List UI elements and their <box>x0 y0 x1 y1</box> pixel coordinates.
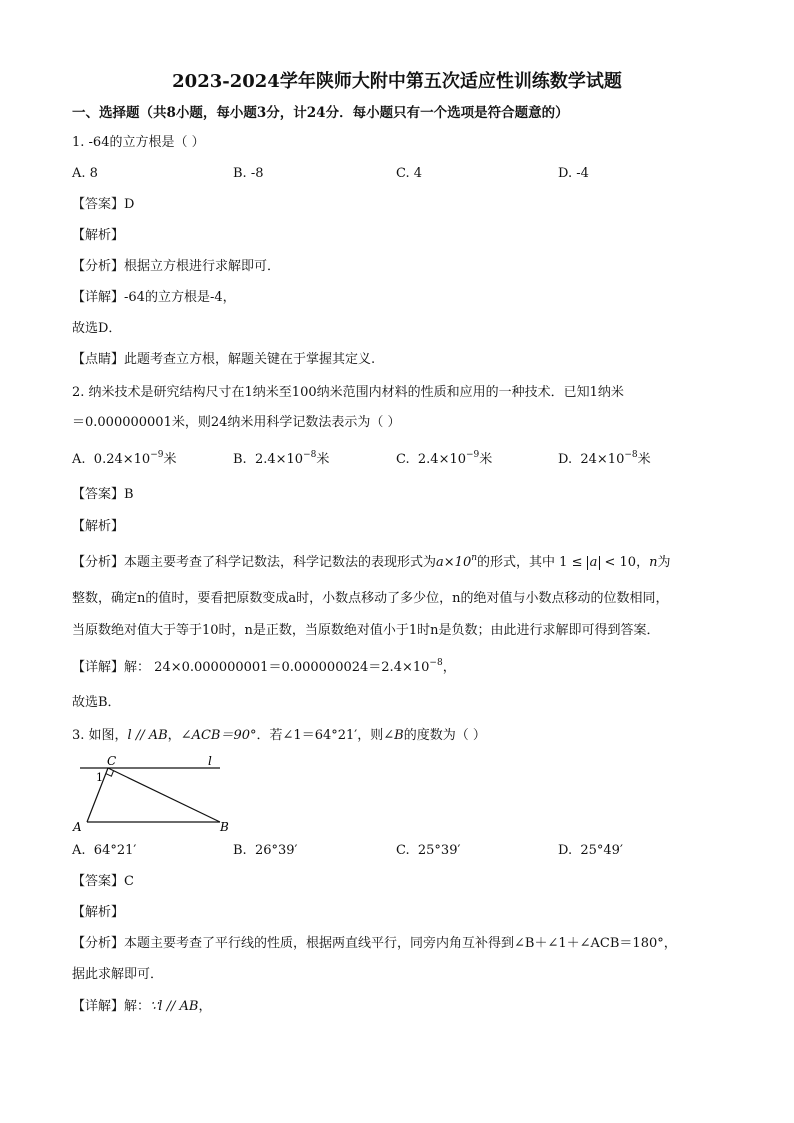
q3-option-c <box>396 842 460 860</box>
fenxi-text: ， <box>636 555 650 570</box>
stem-text: ．若 <box>256 728 283 743</box>
q2-jiexi-tag: 【解析】 <box>72 519 125 534</box>
formula-exponent: n <box>471 553 478 563</box>
q3-answer-line <box>72 873 134 891</box>
xiangjie-exponent: −8 <box>429 658 443 668</box>
q3-figure <box>70 752 240 834</box>
q1-jiexi-tag: 【解析】 <box>72 228 125 243</box>
q2-option-d <box>558 451 651 469</box>
option-math: 2.4×10 <box>417 452 466 467</box>
option-label: A. <box>72 452 86 467</box>
range-left: 1 ≤ <box>559 555 583 570</box>
q2-fenxi-line1 <box>72 554 671 572</box>
segment-CB <box>108 768 220 822</box>
q1-choice: 故选D． <box>72 321 122 336</box>
xiangjie-text: 解： <box>124 999 151 1014</box>
stem-math: l // AB <box>127 728 168 743</box>
q2-choice: 故选B． <box>72 695 121 710</box>
q1-dianjing-text: 此题考查立方根，解题关键在于掌握其定义. <box>124 352 376 367</box>
option-label: C. <box>396 843 410 858</box>
xiangjie-tag: 【详解】 <box>72 660 125 675</box>
q1-fenxi-text: 根据立方根进行求解即可． <box>124 259 281 274</box>
option-value: 64°21′ <box>93 843 137 858</box>
fenxi-text: 为 <box>657 555 671 570</box>
fenxi-tag: 【分析】 <box>72 936 125 951</box>
q1-option-a: A. 8 <box>72 166 98 181</box>
q1-xiangjie <box>72 289 236 307</box>
answer-tag: 【答案】 <box>72 197 125 212</box>
fenxi-math: ∠B＋∠1＋∠ACB＝180° <box>514 936 664 951</box>
label-B: B <box>220 820 229 834</box>
label-C: C <box>107 754 117 768</box>
q2-stem-line2: ＝0.000000001米，则24纳米用科学记数法表示为（ ） <box>72 415 401 430</box>
abs-value: a <box>587 556 601 570</box>
fenxi-tag: 【分析】 <box>72 259 125 274</box>
q1-option-b: B. -8 <box>233 166 264 181</box>
q2-option-b <box>233 451 329 469</box>
q1-option-d: D. -4 <box>558 166 589 181</box>
variable-n: n <box>649 555 658 570</box>
answer-tag: 【答案】 <box>72 487 125 502</box>
fenxi-text: 的形式，其中 <box>477 555 556 570</box>
option-value: 25°39′ <box>417 843 461 858</box>
q1-option-c: C. 4 <box>396 166 423 181</box>
xiangjie-math: ∵l // AB <box>150 999 199 1014</box>
q2-fenxi-line3: 当原数绝对值大于等于10时，n是正数，当原数绝对值小于1时n是负数；由此进行求解即可得到答案． <box>72 623 660 638</box>
q1-answer: D <box>124 197 135 212</box>
q3-stem <box>72 727 486 745</box>
label-angle-1: 1 <box>96 771 103 784</box>
option-label: A. <box>72 843 86 858</box>
xiangjie-text: ， <box>442 660 456 675</box>
stem-text: ， <box>167 728 181 743</box>
page-title: 2023-2024学年陕师大附中第五次适应性训练数学试题 <box>172 71 622 92</box>
q1-dianjing <box>72 351 375 369</box>
option-unit: 米 <box>163 452 177 467</box>
option-exponent: −8 <box>624 450 638 460</box>
xiangjie-tag: 【详解】 <box>72 999 125 1014</box>
fenxi-tag: 【分析】 <box>72 555 125 570</box>
q2-option-c <box>396 451 492 469</box>
option-label: B. <box>233 843 247 858</box>
stem-text: 的度数为（ ） <box>403 728 486 743</box>
option-unit: 米 <box>637 452 651 467</box>
option-math: 0.24×10 <box>93 452 151 467</box>
option-label: D. <box>558 452 573 467</box>
option-unit: 米 <box>479 452 493 467</box>
q2-option-a <box>72 451 176 469</box>
q3-jiexi-tag: 【解析】 <box>72 905 125 920</box>
q1-xiangjie-text: -64的立方根是-4， <box>124 290 236 305</box>
dianjing-tag: 【点睛】 <box>72 352 125 367</box>
xiangjie-math: 24×0.000000001＝0.000000024＝2.4×10 <box>154 660 430 675</box>
stem-text: 3. 如图， <box>72 728 128 743</box>
stem-math: ∠1＝64°21′ <box>282 728 358 743</box>
fenxi-text: ， <box>663 936 677 951</box>
stem-math: ∠B <box>383 728 404 743</box>
stem-text: ，则 <box>357 728 384 743</box>
q2-fenxi-line2: 整数，确定n的值时，要看把原数变成a时，小数点移动了多少位，n的绝对值与小数点移动的位数相同， <box>72 591 669 606</box>
q2-answer: B <box>124 487 134 502</box>
option-exponent: −8 <box>303 450 317 460</box>
option-exponent: −9 <box>150 450 164 460</box>
q1-stem: 1. -64的立方根是（ ） <box>72 135 205 150</box>
q1-answer-line <box>72 196 134 214</box>
option-label: D. <box>558 843 573 858</box>
q3-fenxi-line1 <box>72 935 677 953</box>
xiangjie-tag: 【详解】 <box>72 290 125 305</box>
option-math: 2.4×10 <box>254 452 304 467</box>
option-label: C. <box>396 452 410 467</box>
option-math: 24×10 <box>580 452 625 467</box>
q2-xiangjie <box>72 659 456 677</box>
fenxi-text: 本题主要考查了科学记数法，科学记数法的表现形式为 <box>124 555 437 570</box>
range-right: < 10 <box>604 555 637 570</box>
formula: a×10 <box>436 555 472 570</box>
q2-answer-line <box>72 486 134 504</box>
option-label: B. <box>233 452 247 467</box>
q1-fenxi <box>72 258 280 276</box>
option-exponent: −9 <box>466 450 480 460</box>
section-heading: 一、选择题（共8小题，每小题3分，计24分．每小题只有一个选项是符合题意的） <box>72 105 569 121</box>
xiangjie-text: ， <box>198 999 212 1014</box>
answer-tag: 【答案】 <box>72 874 125 889</box>
q2-stem-line1: 2. 纳米技术是研究结构尺寸在1纳米至100纳米范围内材料的性质和应用的一种技术．已知1纳米 <box>72 385 624 400</box>
option-value: 25°49′ <box>580 843 623 858</box>
q3-answer: C <box>124 874 134 889</box>
q3-fenxi-line2: 据此求解即可． <box>72 967 164 982</box>
label-A: A <box>73 820 82 834</box>
q3-xiangjie <box>72 998 211 1016</box>
q3-option-d <box>558 842 623 860</box>
label-l: l <box>208 754 212 768</box>
xiangjie-text: 解： <box>124 660 151 675</box>
fenxi-text: 本题主要考查了平行线的性质，根据两直线平行，同旁内角互补得到 <box>124 936 515 951</box>
q3-option-b <box>233 842 298 860</box>
q3-option-a <box>72 842 136 860</box>
option-value: 26°39′ <box>254 843 298 858</box>
stem-math: ∠ACB＝90° <box>180 728 257 743</box>
option-unit: 米 <box>316 452 330 467</box>
